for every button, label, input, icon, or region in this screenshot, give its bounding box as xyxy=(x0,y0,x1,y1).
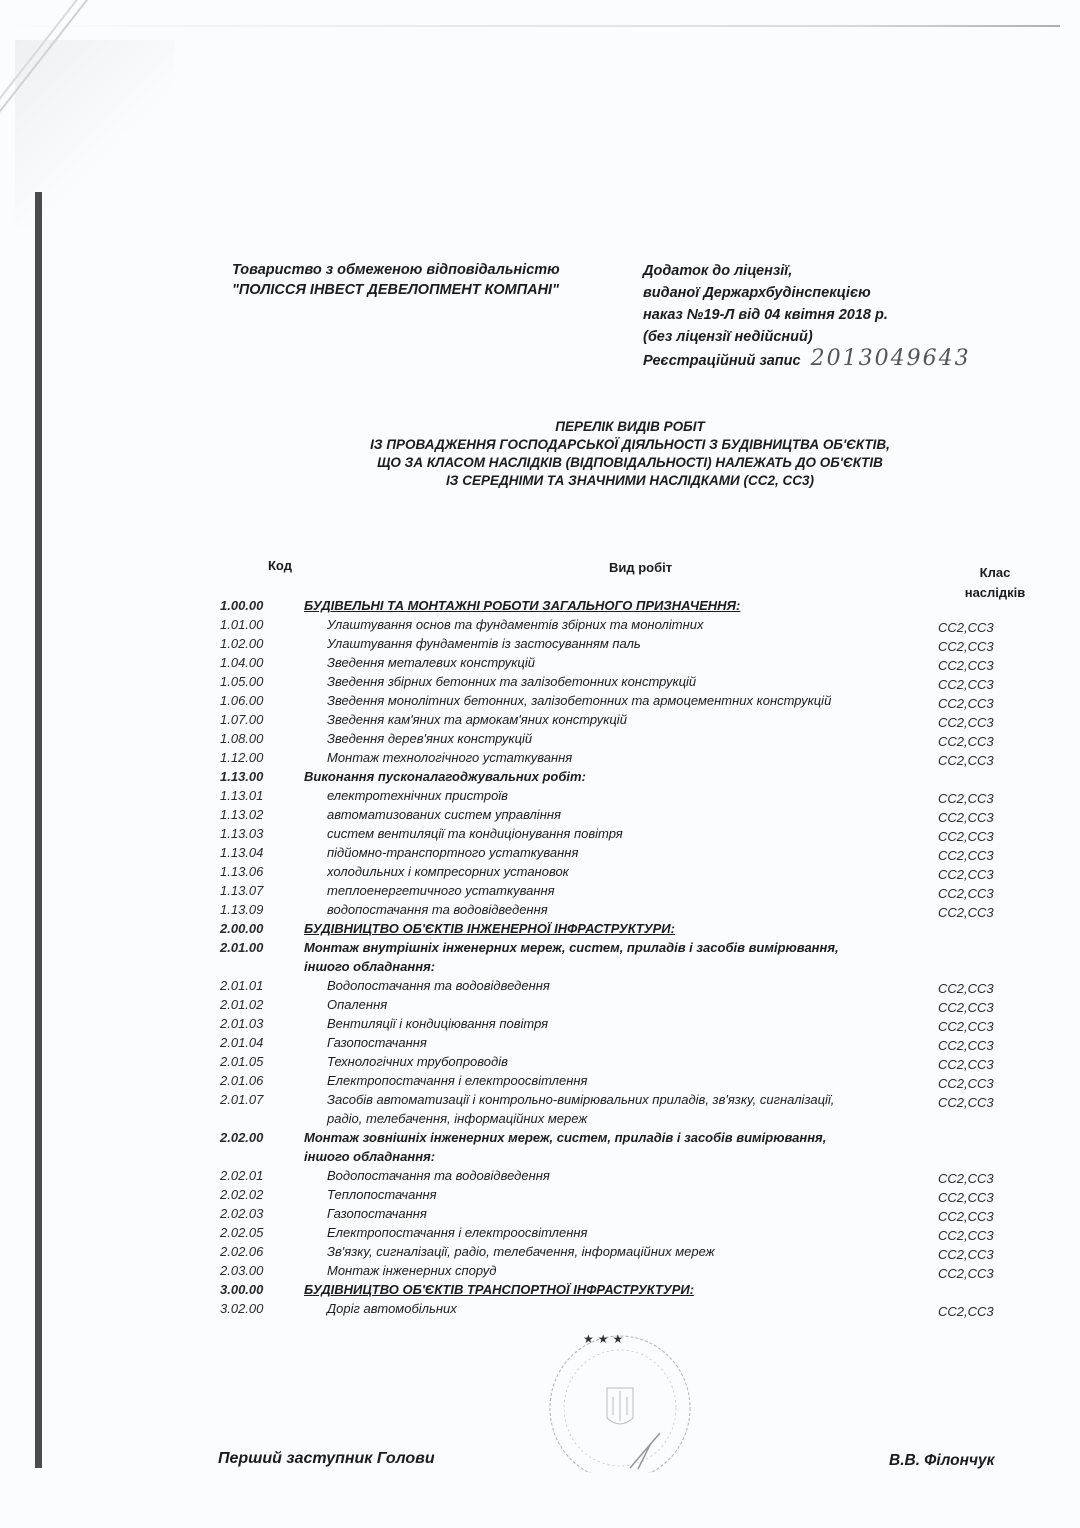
row-code: 2.01.01 xyxy=(220,978,264,993)
row-work-name-line1: Зведення збірних бетонних та залізобетонних конструкцій xyxy=(327,674,697,689)
row-code: 1.13.02 xyxy=(220,807,264,822)
row-work-name-line1: водопостачання та водовідведення xyxy=(327,902,548,917)
row-work-name-line2: іншого обладнання: xyxy=(304,1149,436,1164)
row-consequence-class: CC2,CC3 xyxy=(938,1209,994,1224)
registry-label: Реєстраційний запис xyxy=(643,353,801,369)
row-code: 3.02.00 xyxy=(220,1301,264,1316)
row-consequence-class: CC2,CC3 xyxy=(938,734,994,749)
row-consequence-class: CC2,CC3 xyxy=(938,1247,994,1262)
row-code: 1.13.01 xyxy=(220,788,264,803)
row-code: 2.01.05 xyxy=(220,1054,264,1069)
table-row xyxy=(220,843,1020,862)
row-work-name-line1: Опалення xyxy=(327,997,388,1012)
row-work-name xyxy=(327,1299,927,1318)
row-work-name xyxy=(327,615,927,634)
row-work-name xyxy=(327,1223,927,1242)
signer-name: В.В. Філончук xyxy=(889,1452,995,1469)
row-work-name xyxy=(327,1090,947,1128)
table-row xyxy=(220,805,1020,824)
row-work-name-line1: Зведення дерев'яних конструкцій xyxy=(327,731,533,746)
table-row xyxy=(220,596,1020,615)
row-work-name-line1: Монтаж внутрішніх інженерних мереж, систем, приладів і засобів вимірювання, xyxy=(304,940,839,955)
row-consequence-class: CC2,CC3 xyxy=(938,1057,994,1072)
table-row xyxy=(220,824,1020,843)
row-consequence-class: CC2,CC3 xyxy=(938,696,994,711)
row-work-name-line1: Водопостачання та водовідведення xyxy=(327,1168,550,1183)
row-work-name xyxy=(304,1280,904,1299)
binding-edge xyxy=(35,192,42,1468)
row-consequence-class: CC2,CC3 xyxy=(938,981,994,996)
row-work-name-line1: систем вентиляції та кондиціонування повітря xyxy=(327,826,623,841)
row-consequence-class: CC2,CC3 xyxy=(938,905,994,920)
row-work-name xyxy=(327,1166,927,1185)
row-work-name xyxy=(327,1185,927,1204)
table-row xyxy=(220,1166,1020,1185)
row-work-name xyxy=(327,881,927,900)
row-code: 2.01.03 xyxy=(220,1016,264,1031)
table-row xyxy=(220,729,1020,748)
table-row xyxy=(220,672,1020,691)
company-name: "ПОЛІССЯ ІНВЕСТ ДЕВЕЛОПМЕНТ КОМПАНІ" xyxy=(232,282,559,298)
row-consequence-class: CC2,CC3 xyxy=(938,620,994,635)
row-work-name-line1: Електропостачання і електроосвітлення xyxy=(327,1225,588,1240)
document-title xyxy=(300,418,960,490)
row-code: 2.01.02 xyxy=(220,997,264,1012)
column-header-class-line1: Клас xyxy=(979,565,1011,580)
table-row xyxy=(220,1223,1020,1242)
row-work-name-line1: Монтаж зовнішніх інженерних мереж, систем, приладів і засобів вимірювання, xyxy=(304,1130,827,1145)
row-code: 1.13.06 xyxy=(220,864,264,879)
row-consequence-class: CC2,CC3 xyxy=(938,1095,994,1110)
scan-edge-line xyxy=(0,25,1060,27)
row-code: 1.04.00 xyxy=(220,655,264,670)
row-work-name xyxy=(327,748,927,767)
row-work-name xyxy=(327,634,927,653)
table-row xyxy=(220,900,1020,919)
row-code: 1.05.00 xyxy=(220,674,264,689)
row-code: 1.00.00 xyxy=(220,598,264,613)
row-work-name-line1: Газопостачання xyxy=(327,1206,427,1221)
row-work-name xyxy=(327,672,927,691)
appendix-line-1: Додаток до ліцензії, xyxy=(643,263,793,279)
row-work-name-line1: БУДІВЕЛЬНІ ТА МОНТАЖНІ РОБОТИ ЗАГАЛЬНОГО ПРИЗНАЧЕННЯ: xyxy=(304,598,741,613)
row-work-name xyxy=(327,786,927,805)
row-work-name-line1: БУДІВНИЦТВО ОБ'ЄКТІВ ТРАНСПОРТНОЇ ІНФРАСТРУКТУРИ: xyxy=(304,1282,695,1297)
row-consequence-class: CC2,CC3 xyxy=(938,1000,994,1015)
works-table xyxy=(220,596,1020,1318)
title-line-4: ІЗ СЕРЕДНІМИ ТА ЗНАЧНИМИ НАСЛІДКАМИ (СС2, СС3) xyxy=(446,473,814,488)
row-work-name xyxy=(327,1242,927,1261)
table-row xyxy=(220,862,1020,881)
row-code: 1.06.00 xyxy=(220,693,264,708)
signer-role: Перший заступник Голови xyxy=(218,1450,435,1467)
appendix-line-4: (без ліцензії недійсний) xyxy=(643,329,813,345)
row-consequence-class: CC2,CC3 xyxy=(938,715,994,730)
official-seal-icon xyxy=(545,1333,695,1473)
row-work-name xyxy=(327,1261,927,1280)
appendix-line-2: виданої Держархбудінспекцією xyxy=(643,285,871,301)
row-code: 2.01.07 xyxy=(220,1092,264,1107)
row-code: 1.02.00 xyxy=(220,636,264,651)
row-code: 2.02.01 xyxy=(220,1168,264,1183)
registry-record xyxy=(643,348,971,372)
table-row xyxy=(220,767,1020,786)
row-consequence-class: CC2,CC3 xyxy=(938,639,994,654)
row-work-name xyxy=(327,729,927,748)
row-code: 1.13.03 xyxy=(220,826,264,841)
row-work-name-line1: електротехнічних пристроїв xyxy=(327,788,508,803)
table-row xyxy=(220,653,1020,672)
row-code: 1.13.00 xyxy=(220,769,264,784)
row-work-name-line1: підйомно-транспортного устаткування xyxy=(327,845,579,860)
row-work-name-line1: холодильних і компресорних установок xyxy=(327,864,569,879)
row-work-name xyxy=(304,767,904,786)
row-consequence-class: CC2,CC3 xyxy=(938,677,994,692)
table-row xyxy=(220,634,1020,653)
row-consequence-class: CC2,CC3 xyxy=(938,1076,994,1091)
row-work-name-line1: Улаштування фундаментів із застосуванням паль xyxy=(327,636,641,651)
row-work-name xyxy=(327,1014,927,1033)
row-code: 1.13.07 xyxy=(220,883,264,898)
row-consequence-class: CC2,CC3 xyxy=(938,1171,994,1186)
column-header-code: Код xyxy=(268,558,292,573)
table-row xyxy=(220,1299,1020,1318)
row-work-name-line1: Монтаж технологічного устаткування xyxy=(327,750,573,765)
table-row xyxy=(220,710,1020,729)
table-row xyxy=(220,995,1020,1014)
table-row xyxy=(220,748,1020,767)
seal-stars: ★★★ xyxy=(583,1332,628,1346)
row-work-name-line1: Газопостачання xyxy=(327,1035,427,1050)
row-work-name xyxy=(327,1033,927,1052)
row-consequence-class: CC2,CC3 xyxy=(938,848,994,863)
table-row xyxy=(220,1071,1020,1090)
row-work-name xyxy=(304,919,904,938)
row-work-name-line1: Улаштування основ та фундаментів збірних та монолітних xyxy=(327,617,704,632)
company-block xyxy=(232,260,560,300)
row-work-name xyxy=(327,995,927,1014)
table-row xyxy=(220,691,1020,710)
row-work-name xyxy=(327,1052,927,1071)
row-work-name xyxy=(327,805,927,824)
row-work-name-line1: Зведення кам'яних та армокам'яних конструкцій xyxy=(327,712,627,727)
row-work-name-line1: Технологічних трубопроводів xyxy=(327,1054,508,1069)
title-line-3: ЩО ЗА КЛАСОМ НАСЛІДКІВ (ВІДПОВІДАЛЬНОСТІ) НАЛЕЖАТЬ ДО ОБ'ЄКТІВ xyxy=(377,455,883,470)
title-line-2: ІЗ ПРОВАДЖЕННЯ ГОСПОДАРСЬКОЇ ДІЯЛЬНОСТІ З БУДІВНИЦТВА ОБ'ЄКТІВ, xyxy=(370,437,890,452)
row-work-name xyxy=(327,1204,927,1223)
row-work-name xyxy=(327,862,927,881)
row-work-name-line1: Зв'язку, сигналізації, радіо, телебачення, інформаційних мереж xyxy=(327,1244,715,1259)
row-work-name-line1: Водопостачання та водовідведення xyxy=(327,978,550,993)
row-work-name xyxy=(327,1071,927,1090)
row-work-name xyxy=(327,691,927,710)
table-row xyxy=(220,1052,1020,1071)
row-code: 1.07.00 xyxy=(220,712,264,727)
row-code: 1.01.00 xyxy=(220,617,264,632)
row-consequence-class: CC2,CC3 xyxy=(938,829,994,844)
table-row xyxy=(220,919,1020,938)
appendix-line-3: наказ №19-Л від 04 квітня 2018 р. xyxy=(643,307,888,323)
row-code: 1.12.00 xyxy=(220,750,264,765)
table-row xyxy=(220,881,1020,900)
row-consequence-class: CC2,CC3 xyxy=(938,1304,994,1319)
row-code: 2.00.00 xyxy=(220,921,264,936)
column-header-work: Вид робіт xyxy=(609,560,673,575)
row-work-name-line1: Засобів автоматизації і контрольно-вимірювальних приладів, зв'язку, сигналізації, xyxy=(327,1092,835,1107)
row-code: 2.01.06 xyxy=(220,1073,264,1088)
company-type: Товариство з обмеженою відповідальністю xyxy=(232,262,560,278)
row-consequence-class: CC2,CC3 xyxy=(938,753,994,768)
title-line-1: ПЕРЕЛІК ВИДІВ РОБІТ xyxy=(555,419,705,434)
row-code: 1.08.00 xyxy=(220,731,264,746)
row-code: 2.02.03 xyxy=(220,1206,264,1221)
row-consequence-class: CC2,CC3 xyxy=(938,867,994,882)
row-code: 2.02.02 xyxy=(220,1187,264,1202)
table-row xyxy=(220,1204,1020,1223)
row-work-name xyxy=(327,976,927,995)
row-code: 3.00.00 xyxy=(220,1282,264,1297)
row-work-name-line1: автоматизованих систем управління xyxy=(327,807,561,822)
table-row xyxy=(220,1261,1020,1280)
row-code: 1.13.04 xyxy=(220,845,264,860)
row-work-name-line1: БУДІВНИЦТВО ОБ'ЄКТІВ ІНЖЕНЕРНОЇ ІНФРАСТРУКТУРИ: xyxy=(304,921,675,936)
table-row xyxy=(220,1280,1020,1299)
row-work-name-line1: теплоенергетичного устаткування xyxy=(327,883,555,898)
row-work-name xyxy=(327,824,927,843)
row-consequence-class: CC2,CC3 xyxy=(938,1038,994,1053)
row-work-name-line1: Зведення металевих конструкцій xyxy=(327,655,535,670)
row-code: 1.13.09 xyxy=(220,902,264,917)
row-consequence-class: CC2,CC3 xyxy=(938,1228,994,1243)
column-header-class-line2: наслідків xyxy=(964,585,1026,600)
row-consequence-class: CC2,CC3 xyxy=(938,810,994,825)
row-code: 2.02.06 xyxy=(220,1244,264,1259)
row-work-name-line1: Вентиляції і кондиціювання повітря xyxy=(327,1016,549,1031)
row-consequence-class: CC2,CC3 xyxy=(938,1019,994,1034)
row-work-name xyxy=(304,938,924,976)
row-work-name xyxy=(304,596,904,615)
row-consequence-class: CC2,CC3 xyxy=(938,1190,994,1205)
row-work-name xyxy=(327,900,927,919)
row-work-name-line2: радіо, телебачення, інформаційних мереж xyxy=(327,1111,588,1126)
row-work-name xyxy=(327,653,927,672)
registry-number-handwritten: 2013049643 xyxy=(810,346,971,371)
table-row xyxy=(220,976,1020,995)
row-code: 2.01.04 xyxy=(220,1035,264,1050)
row-work-name-line1: Монтаж інженерних споруд xyxy=(327,1263,497,1278)
table-row xyxy=(220,1128,1020,1166)
table-row xyxy=(220,786,1020,805)
row-work-name xyxy=(327,710,927,729)
row-work-name xyxy=(304,1128,924,1166)
row-consequence-class: CC2,CC3 xyxy=(938,658,994,673)
table-row xyxy=(220,1185,1020,1204)
table-row xyxy=(220,1242,1020,1261)
table-row xyxy=(220,615,1020,634)
row-work-name-line1: Доріг автомобільних xyxy=(327,1301,457,1316)
table-row xyxy=(220,938,1020,976)
table-row xyxy=(220,1014,1020,1033)
row-code: 2.02.05 xyxy=(220,1225,264,1240)
license-appendix-block xyxy=(643,260,971,372)
row-code: 2.01.00 xyxy=(220,940,264,955)
row-code: 2.03.00 xyxy=(220,1263,264,1278)
table-row xyxy=(220,1033,1020,1052)
row-work-name xyxy=(327,843,927,862)
row-work-name-line1: Теплопостачання xyxy=(327,1187,437,1202)
row-work-name-line1: Електропостачання і електроосвітлення xyxy=(327,1073,588,1088)
row-code: 2.02.00 xyxy=(220,1130,264,1145)
row-work-name-line1: Зведення монолітних бетонних, залізобетонних та армоцементних конструкцій xyxy=(327,693,832,708)
row-consequence-class: CC2,CC3 xyxy=(938,1266,994,1281)
row-consequence-class: CC2,CC3 xyxy=(938,886,994,901)
row-work-name-line2: іншого обладнання: xyxy=(304,959,436,974)
row-consequence-class: CC2,CC3 xyxy=(938,791,994,806)
row-work-name-line1: Виконання пусконалагоджувальних робіт: xyxy=(304,769,586,784)
table-row xyxy=(220,1090,1020,1128)
